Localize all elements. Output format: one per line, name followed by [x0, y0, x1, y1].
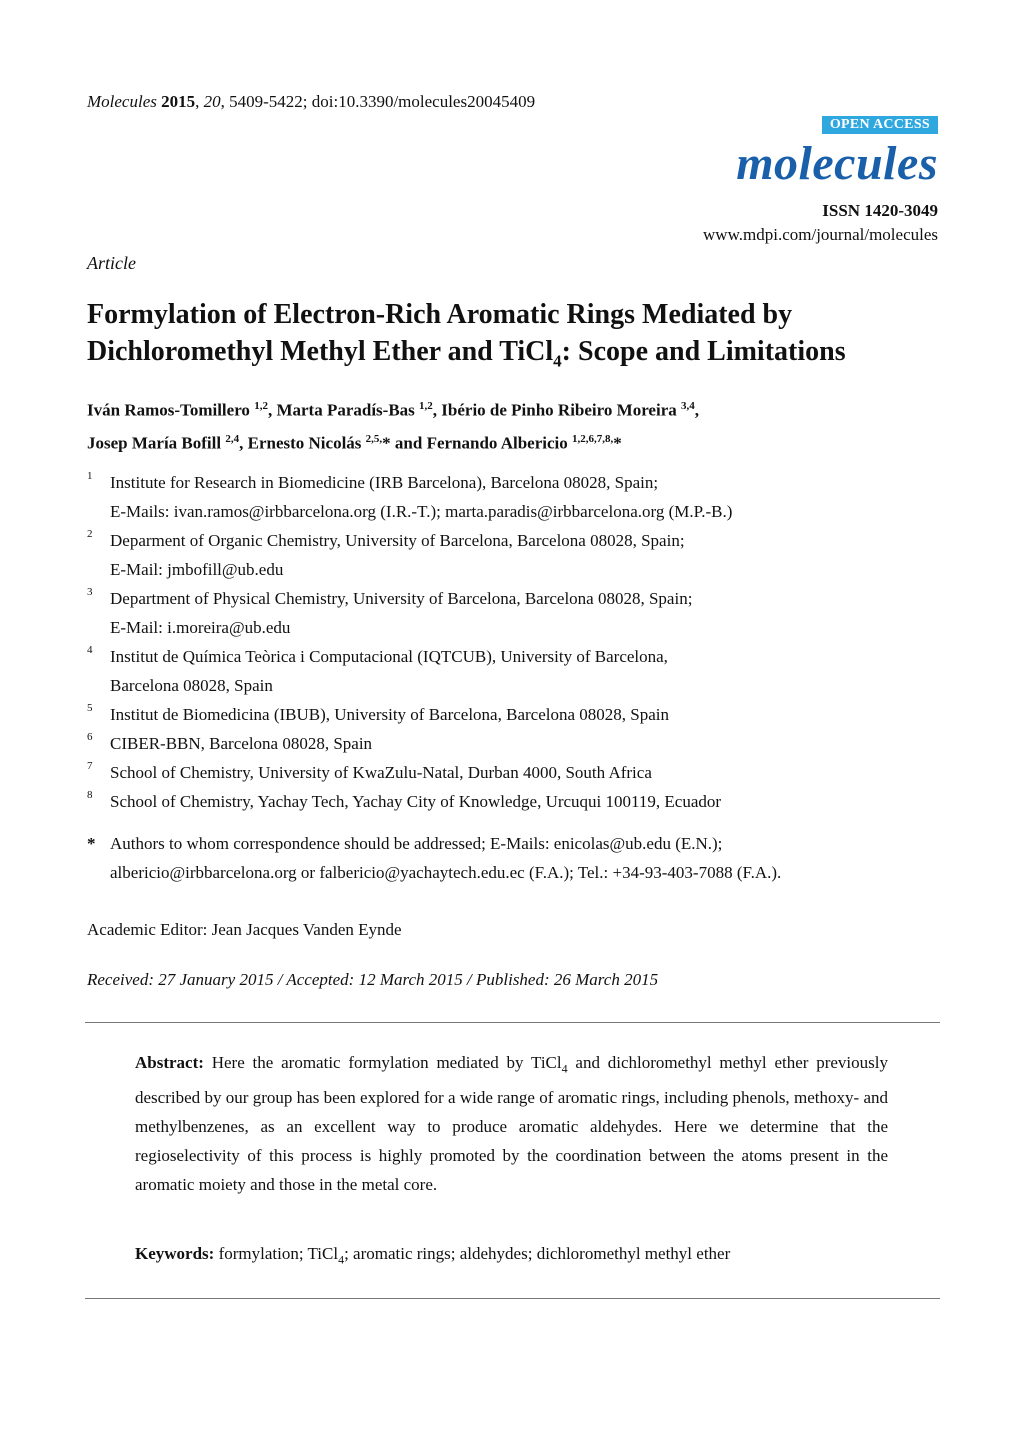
abstract-subscript: 4: [561, 1061, 568, 1076]
affiliation-item: [87, 584, 947, 642]
keywords-text-1: formylation; TiCl: [214, 1244, 339, 1263]
affiliation-item: [87, 729, 947, 758]
affiliation-line: Department of Physical Chemistry, University of Barcelona, Barcelona 08028, Spain;: [110, 589, 693, 608]
author-name: Iván Ramos-Tomillero: [87, 400, 250, 420]
affiliation-line: CIBER-BBN, Barcelona 08028, Spain: [110, 734, 373, 753]
affiliation-number: 4: [87, 644, 93, 656]
journal-volume: 20: [203, 92, 221, 111]
affiliation-line: Deparment of Organic Chemistry, University of Barcelona, Barcelona 08028, Spain;: [110, 531, 685, 550]
divider-bottom: [85, 1298, 940, 1299]
issn: ISSN 1420-3049: [822, 201, 938, 220]
title-part-1: Formylation of Electron-Rich Aromatic Rings Mediated by: [87, 299, 793, 330]
affiliation-number: 8: [87, 789, 93, 801]
divider-top: [85, 1022, 940, 1023]
affiliation-line: E-Mails: ivan.ramos@irbbarcelona.org (I.R.-T.); marta.paradis@irbbarcelona.org (M.P.-B.): [110, 502, 733, 521]
author-name: Marta Paradís-Bas: [276, 400, 415, 420]
author-name: Ernesto Nicolás: [247, 433, 362, 453]
author-name: Josep María Bofill: [87, 433, 222, 453]
author-affil: 2,4: [225, 432, 240, 445]
author-affil: 1,2: [419, 400, 433, 412]
affiliation-item: [87, 642, 947, 700]
correspondence-star: *: [87, 834, 96, 853]
affiliation-number: 1: [87, 470, 93, 482]
affiliation-line: E-Mail: jmbofill@ub.edu: [110, 560, 284, 579]
author-name: Ibério de Pinho Ribeiro Moreira: [441, 400, 677, 420]
affiliation-number: 6: [87, 731, 93, 743]
author-sep: ,: [267, 400, 277, 420]
journal-name: Molecules: [87, 92, 157, 111]
affiliation-line: School of Chemistry, University of KwaZulu-Natal, Durban 4000, South Africa: [110, 763, 652, 782]
keywords-subscript: 4: [338, 1252, 345, 1267]
author-affil: 2,5,: [365, 432, 383, 445]
affiliation-item: [87, 758, 947, 787]
article-title: [87, 296, 947, 380]
author-sep: ,: [694, 400, 699, 420]
author-name: Fernando Albericio: [426, 433, 568, 453]
affiliation-list: [87, 468, 947, 887]
open-access-badge: OPEN ACCESS: [822, 116, 938, 134]
title-part-2: Dichloromethyl Methyl Ether and TiCl: [87, 336, 554, 367]
author-affil: 1,2: [254, 400, 268, 412]
affiliation-number: 2: [87, 528, 93, 540]
publication-dates: Received: 27 January 2015 / Accepted: 12 March 2015 / Published: 26 March 2015: [87, 970, 659, 989]
pages-doi: , 5409-5422; doi:10.3390/molecules20045409: [220, 92, 536, 111]
title-part-3: : Scope and Limitations: [561, 336, 846, 367]
affiliation-number: 3: [87, 586, 93, 598]
author-sep: *: [613, 433, 622, 453]
article-type: Article: [87, 253, 136, 273]
affiliation-line: E-Mail: i.moreira@ub.edu: [110, 618, 291, 637]
author-affil: 3,4: [681, 400, 695, 412]
journal-year: 2015: [161, 92, 196, 111]
author-sep: ,: [239, 433, 248, 453]
correspondence-note: [87, 829, 947, 887]
affiliation-line: Institut de Química Teòrica i Computacional (IQTCUB), University of Barcelona,: [110, 647, 668, 666]
citation-line: Molecules 2015, 20, 5409-5422; doi:10.3390/molecules20045409: [87, 92, 536, 111]
author-list: [87, 392, 947, 457]
correspondence-line: Authors to whom correspondence should be addressed; E-Mails: enicolas@ub.edu (E.N.);: [110, 834, 723, 853]
author-affil: 1,2,6,7,8,: [572, 432, 614, 445]
journal-logo: molecules: [736, 137, 938, 190]
affiliation-line: Institute for Research in Biomedicine (IRB Barcelona), Barcelona 08028, Spain;: [110, 473, 659, 492]
affiliation-number: 5: [87, 702, 93, 714]
academic-editor: Academic Editor: Jean Jacques Vanden Eynde: [87, 920, 402, 939]
affiliation-item: [87, 468, 947, 526]
journal-url[interactable]: www.mdpi.com/journal/molecules: [703, 225, 938, 244]
affiliation-item: [87, 526, 947, 584]
affiliation-item: [87, 700, 947, 729]
correspondence-line: albericio@irbbarcelona.org or falbericio@yachaytech.edu.ec (F.A.); Tel.: +34-93-403-7088 (F.A.).: [110, 863, 782, 882]
author-sep: * and: [382, 433, 427, 453]
affiliation-number: 7: [87, 760, 93, 772]
affiliation-item: [87, 787, 947, 816]
title-subscript: 4: [553, 351, 562, 371]
keywords: [135, 1244, 888, 1267]
keywords-heading: Keywords:: [135, 1244, 215, 1263]
affiliation-line: Barcelona 08028, Spain: [110, 676, 273, 695]
affiliation-line: Institut de Biomedicina (IBUB), University of Barcelona, Barcelona 08028, Spain: [110, 705, 669, 724]
affiliation-line: School of Chemistry, Yachay Tech, Yachay City of Knowledge, Urcuqui 100119, Ecuador: [110, 792, 722, 811]
abstract-heading: Abstract:: [135, 1053, 204, 1072]
author-sep: ,: [432, 400, 442, 420]
abstract: [135, 1048, 888, 1199]
abstract-text-2: and dichloromethyl methyl ether previously described by our group has been explored for a wide range of aromatic rings, including phenols, methoxy- and methylbenzenes, as an excellent way to produce aromatic aldehydes. Here we determine that the regioselectivity of this process is highly promoted by the coordination between the atoms present in the aromatic moiety and those in the metal core.: [135, 1053, 888, 1195]
abstract-text-1: Here the aromatic formylation mediated by TiCl: [203, 1053, 562, 1072]
keywords-text-2: ; aromatic rings; aldehydes; dichloromethyl methyl ether: [344, 1244, 731, 1263]
